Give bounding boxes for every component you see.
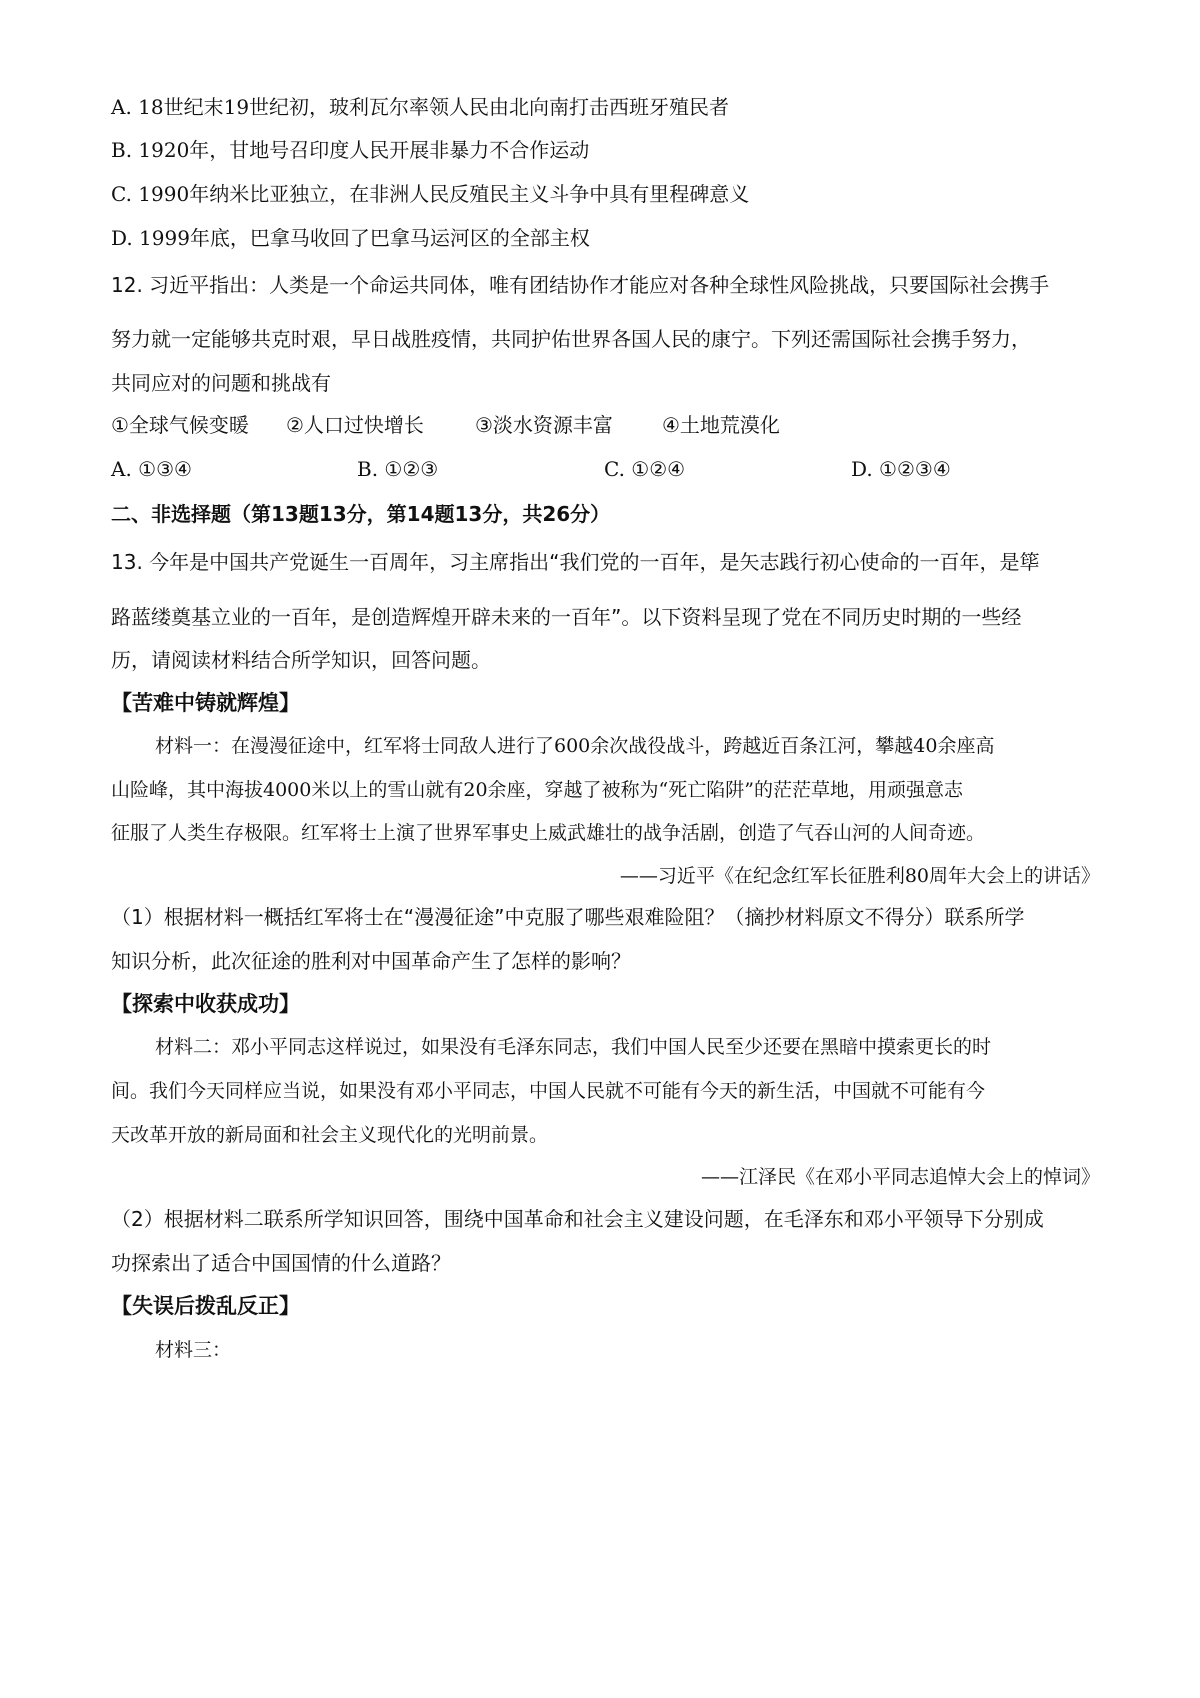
material-2-source: ——江泽民《在邓小平同志追悼大会上的悼词》 (700, 1166, 1100, 1188)
q13-intro-line-1: 13. 今年是中国共产党诞生一百周年，习主席指出“我们党的一百年，是矢志践行初心使命的一百年，是筚 (111, 550, 1040, 574)
q11-option-a: A. 18世纪末19世纪初，玻利瓦尔率领人民由北向南打击西班牙殖民者 (111, 95, 730, 119)
q13-sub1-line-2: 知识分析，此次征途的胜利对中国革命产生了怎样的影响？ (111, 949, 631, 973)
q11-option-d: D. 1999年底，巴拿马收回了巴拿马运河区的全部主权 (111, 226, 590, 250)
q13-heading-2: 【探索中收获成功】 (111, 992, 300, 1016)
q13-sub2-line-1: （2）根据材料二联系所学知识回答，围绕中国革命和社会主义建设问题，在毛泽东和邓小平领导下分别成 (111, 1207, 1044, 1231)
q11-option-b: B. 1920年，甘地号召印度人民开展非暴力不合作运动 (111, 138, 590, 162)
q12-choice-a: A. ①③④ (111, 457, 192, 481)
q13-intro-line-2: 路蓝缕奠基立业的一百年，是创造辉煌开辟未来的一百年”。以下资料呈现了党在不同历史时期的一些经 (111, 605, 1022, 629)
q12-items (111, 410, 1100, 440)
q13-sub2-line-2: 功探索出了适合中国国情的什么道路？ (111, 1251, 451, 1275)
q12-item-3: ③淡水资源丰富 (475, 413, 613, 437)
q12-item-1: ①全球气候变暖 (111, 413, 249, 437)
q13-intro-line-3: 历，请阅读材料结合所学知识，回答问题。 (111, 648, 491, 672)
material-1-line-1: 材料一：在漫漫征途中，红军将士同敌人进行了600余次战役战斗，跨越近百条江河，攀越40余座高 (155, 735, 995, 757)
material-1-line-2: 山险峰，其中海拔4000米以上的雪山就有20余座，穿越了被称为“死亡陷阱”的茫茫草地，用顽强意志 (111, 779, 963, 801)
q12-choice-c: C. ①②④ (604, 457, 686, 481)
material-2-line-1: 材料二：邓小平同志这样说过，如果没有毛泽东同志，我们中国人民至少还要在黑暗中摸索更长的时 (155, 1036, 992, 1058)
q13-heading-3: 【失误后拨乱反正】 (111, 1294, 300, 1318)
q13-sub1-line-1: （1）根据材料一概括红军将士在“漫漫征途”中克服了哪些艰难险阻？（摘抄材料原文不得分）联系所学 (111, 905, 1025, 929)
q12-stem-line-2: 努力就一定能够共克时艰，早日战胜疫情，共同护佑世界各国人民的康宁。下列还需国际社会携手努力， (111, 327, 1031, 351)
q12-item-2: ②人口过快增长 (286, 413, 424, 437)
q12-choices (111, 454, 1100, 484)
material-2-line-2: 间。我们今天同样应当说，如果没有邓小平同志，中国人民就不可能有今天的新生活，中国就不可能有今 (111, 1080, 986, 1102)
material-3-label: 材料三： (155, 1339, 232, 1361)
material-1-line-3: 征服了人类生存极限。红军将士上演了世界军事史上威武雄壮的战争活剧，创造了气吞山河的人间奇迹。 (111, 822, 986, 844)
q13-heading-1: 【苦难中铸就辉煌】 (111, 691, 300, 715)
q12-stem-line-1: 12. 习近平指出：人类是一个命运共同体，唯有团结协作才能应对各种全球性风险挑战，只要国际社会携手 (111, 273, 1050, 297)
q11-option-c: C. 1990年纳米比亚独立，在非洲人民反殖民主义斗争中具有里程碑意义 (111, 182, 750, 206)
q12-choice-d: D. ①②③④ (851, 457, 951, 481)
q12-choice-b: B. ①②③ (357, 457, 439, 481)
q12-item-4: ④土地荒漠化 (662, 413, 780, 437)
q12-stem-line-3: 共同应对的问题和挑战有 (111, 371, 331, 395)
material-2-line-3: 天改革开放的新局面和社会主义现代化的光明前景。 (111, 1124, 549, 1146)
section-2-title: 二、非选择题（第13题13分，第14题13分，共26分） (111, 502, 611, 526)
material-1-source: ——习近平《在纪念红军长征胜利80周年大会上的讲话》 (619, 865, 1100, 887)
